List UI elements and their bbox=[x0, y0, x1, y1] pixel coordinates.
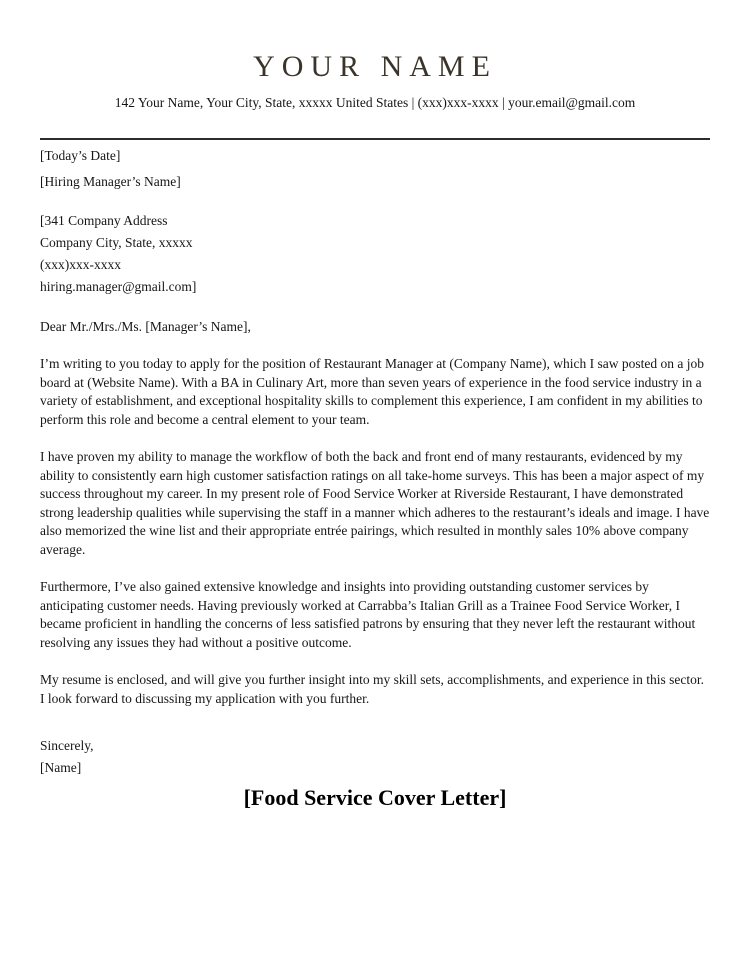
header-divider bbox=[40, 138, 710, 140]
contact-info-line: 142 Your Name, Your City, State, xxxxx United States | (xxx)xxx-xxxx | your.email@gmail.com bbox=[114, 94, 636, 110]
company-address-line: (xxx)xxx-xxxx bbox=[40, 257, 121, 273]
closing-salutation: Sincerely, bbox=[40, 738, 94, 754]
letter-header bbox=[40, 0, 710, 111]
page-title: YOUR NAME bbox=[253, 50, 497, 83]
document-title: [Food Service Cover Letter] bbox=[243, 785, 507, 811]
signature-block bbox=[40, 735, 710, 778]
body-paragraph-intro: I’m writing to you today to apply for the position of Restaurant Manager at (Company Name), which I saw posted on a job board at (Website Name). With a BA in Culinary Art, more than seven years of experience in the food service industry in a variety of establishment, and exceptional hospitality skills to complement this experience, I am confident in my abilities to perform this role and become a central element to your team. bbox=[40, 356, 704, 427]
body-paragraph-experience: I have proven my ability to manage the workflow of both the back and front end of many restaurants, evidenced by my ability to consistently earn high customer satisfaction ratings on all take-home surveys. This has been a major aspect of my success throughout my career. In my present role of Food Service Worker at Riverside Restaurant, I have demonstrated strong leadership qualities while supervising the staff in a manner which adheres to the restaurant’s ideals and image. I have also memorized the wine list and their appropriate entrée pairings, which resulted in monthly sales 10% above company average. bbox=[40, 449, 710, 557]
company-address-line: hiring.manager@gmail.com] bbox=[40, 279, 197, 295]
hiring-manager-placeholder: [Hiring Manager’s Name] bbox=[40, 173, 181, 189]
body-paragraph-customer-service: Furthermore, I’ve also gained extensive knowledge and insights into providing outstanding customer services by anticipating customer needs. Having previously worked at Carrabba’s Italian Grill as a Trainee Food Service Worker, I became proficient in handling the concerns of less satisfied patrons by ensuring that they never left the restaurant without resolving any issues they had without a positive outcome. bbox=[40, 579, 696, 650]
date-placeholder: [Today’s Date] bbox=[40, 147, 121, 163]
body-paragraph-closing: My resume is enclosed, and will give you further insight into my skill sets, accomplishments, and experience in this sector. I look forward to discussing my application with you further. bbox=[40, 672, 704, 706]
letter-body bbox=[40, 143, 710, 812]
salutation: Dear Mr./Mrs./Ms. [Manager’s Name], bbox=[40, 318, 251, 334]
company-address-line: [341 Company Address bbox=[40, 212, 168, 228]
company-address-line: Company City, State, xxxxx bbox=[40, 234, 193, 250]
company-address-block bbox=[40, 210, 710, 299]
signature-placeholder: [Name] bbox=[40, 759, 82, 775]
